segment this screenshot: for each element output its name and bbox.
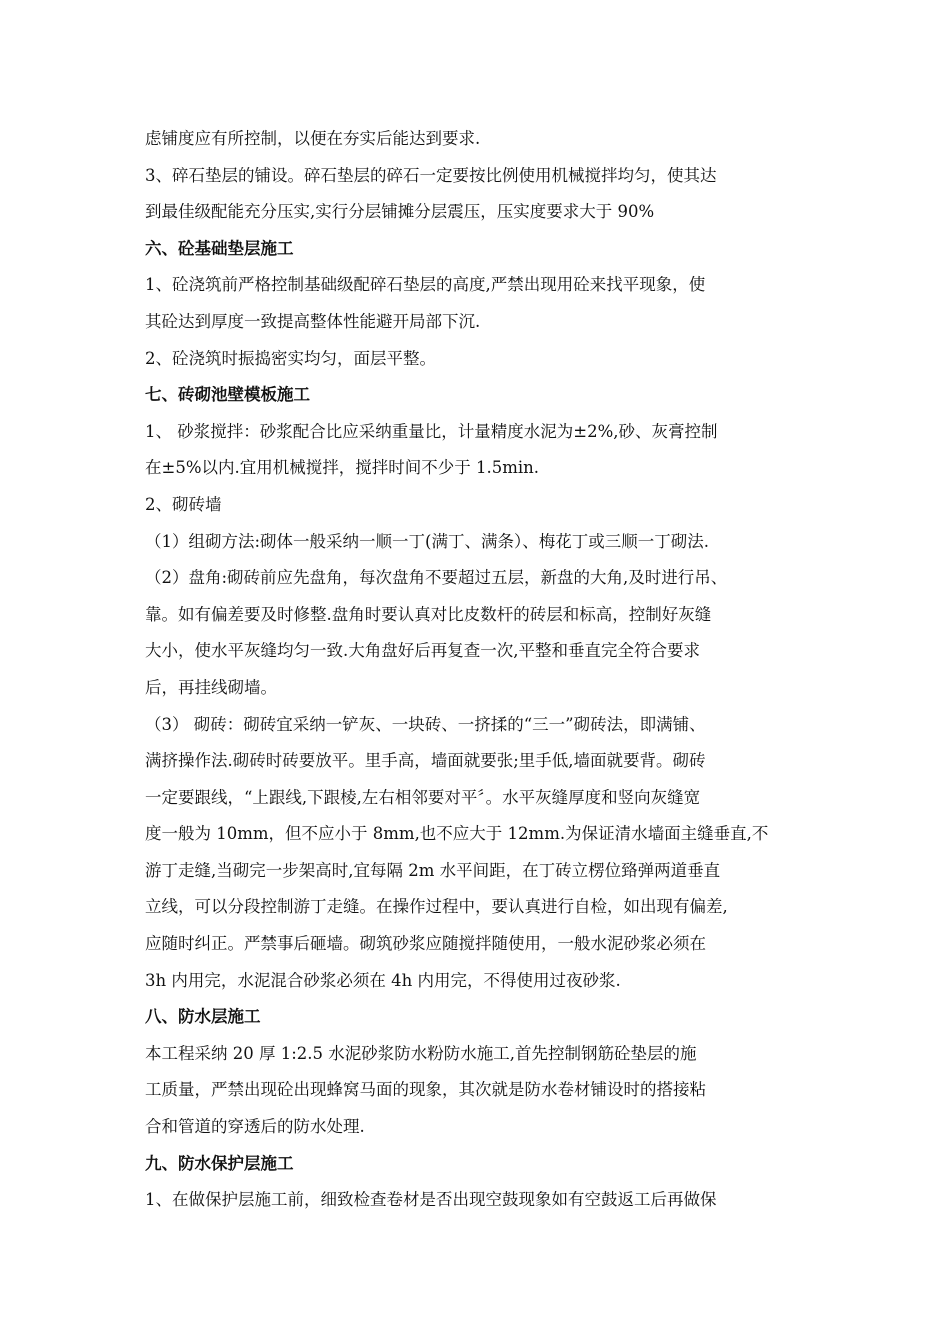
section-heading: 八、防水层施工: [145, 1007, 261, 1027]
text-line: 本工程采纳 20 厚 1:2.5 水泥砂浆防水粉防水施工,首先控制钢筋砼垫层的施: [145, 1043, 697, 1063]
text-line: 2、砼浇筑时振捣密实均匀，面层平整。: [145, 348, 436, 368]
text-line: 应随时纠正。严禁事后砸墙。砌筑砂浆应随搅拌随使用，一般水泥砂浆必须在: [145, 934, 706, 954]
text-line: 后，再挂线砌墙。: [145, 677, 277, 697]
text-line: 大小，使水平灰缝均匀一致.大角盘好后再复查一次,平整和垂直完全符合要求: [145, 641, 700, 661]
section-heading: 九、防水保护层施工: [145, 1153, 294, 1173]
text-line: 游丁走缝,当砌完一步架高时,宜每隔 2m 水平间距，在丁砖立楞位臵弹两道垂直: [145, 860, 721, 880]
text-line: 1、砼浇筑前严格控制基础级配碎石垫层的高度,严禁出现用砼来找平现象，使: [145, 275, 706, 295]
text-line: 合和管道的穿透后的防水处理.: [145, 1117, 365, 1137]
text-line: （2）盘角:砌砖前应先盘角，每次盘角不要超过五层，新盘的大角,及时进行吊、: [145, 568, 728, 588]
document-body: [145, 121, 810, 1219]
text-line: 3、碎石垫层的铺设。碎石垫层的碎石一定要按比例使用机械搅拌均匀，使其达: [145, 165, 717, 185]
text-line: 立线，可以分段控制游丁走缝。在操作过程中，要认真进行自检，如出现有偏差,: [145, 897, 728, 917]
text-line: 到最佳级配能充分压实,实行分层铺摊分层震压，压实度要求大于 90%: [145, 202, 655, 222]
text-line: 度一般为 10mm，但不应小于 8mm,也不应大于 12mm.为保证清水墙面主缝垂直,不: [145, 824, 769, 844]
text-line: 满挤操作法.砌砖时砖要放平。里手高，墙面就要张;里手低,墙面就要背。砌砖: [145, 751, 706, 771]
text-line: （3） 砌砖：砌砖宜采纳一铲灰、一块砖、一挤揉的“三一”砌砖法，即满铺、: [145, 714, 706, 734]
text-line: 一定要跟线，“上跟线,下跟棱,左右相邻要对平〞。水平灰缝厚度和竖向灰缝宽: [145, 787, 701, 807]
text-line: 1、 砂浆搅拌：砂浆配合比应采纳重量比，计量精度水泥为±2%,砂、灰膏控制: [145, 421, 718, 441]
text-line: 靠。如有偏差要及时修整.盘角时要认真对比皮数杆的砖层和标高，控制好灰缝: [145, 604, 712, 624]
text-line: （1）组砌方法:砌体一般采纳一顺一丁(满丁、满条）、梅花丁或三顺一丁砌法.: [145, 531, 709, 551]
text-line: 其砼达到厚度一致提高整体性能避开局部下沉.: [145, 311, 481, 331]
section-heading: 六、砼基础垫层施工: [145, 238, 294, 258]
text-line: 虑铺度应有所控制，以便在夯实后能达到要求.: [145, 129, 481, 148]
section-heading: 七、砖砌池壁模板施工: [145, 385, 310, 405]
text-line: 1、在做保护层施工前，细致检查卷材是否出现空鼓现象如有空鼓返工后再做保: [145, 1190, 717, 1210]
text-line: 3h 内用完，水泥混合砂浆必须在 4h 内用完，不得使用过夜砂浆.: [145, 970, 621, 990]
text-line: 工质量，严禁出现砼出现蜂窝马面的现象，其次就是防水卷材铺设时的搭接粘: [145, 1080, 706, 1100]
text-line: 2、砌砖墙: [145, 494, 222, 514]
text-line: 在±5%以内.宜用机械搅拌，搅拌时间不少于 1.5min.: [145, 458, 540, 478]
